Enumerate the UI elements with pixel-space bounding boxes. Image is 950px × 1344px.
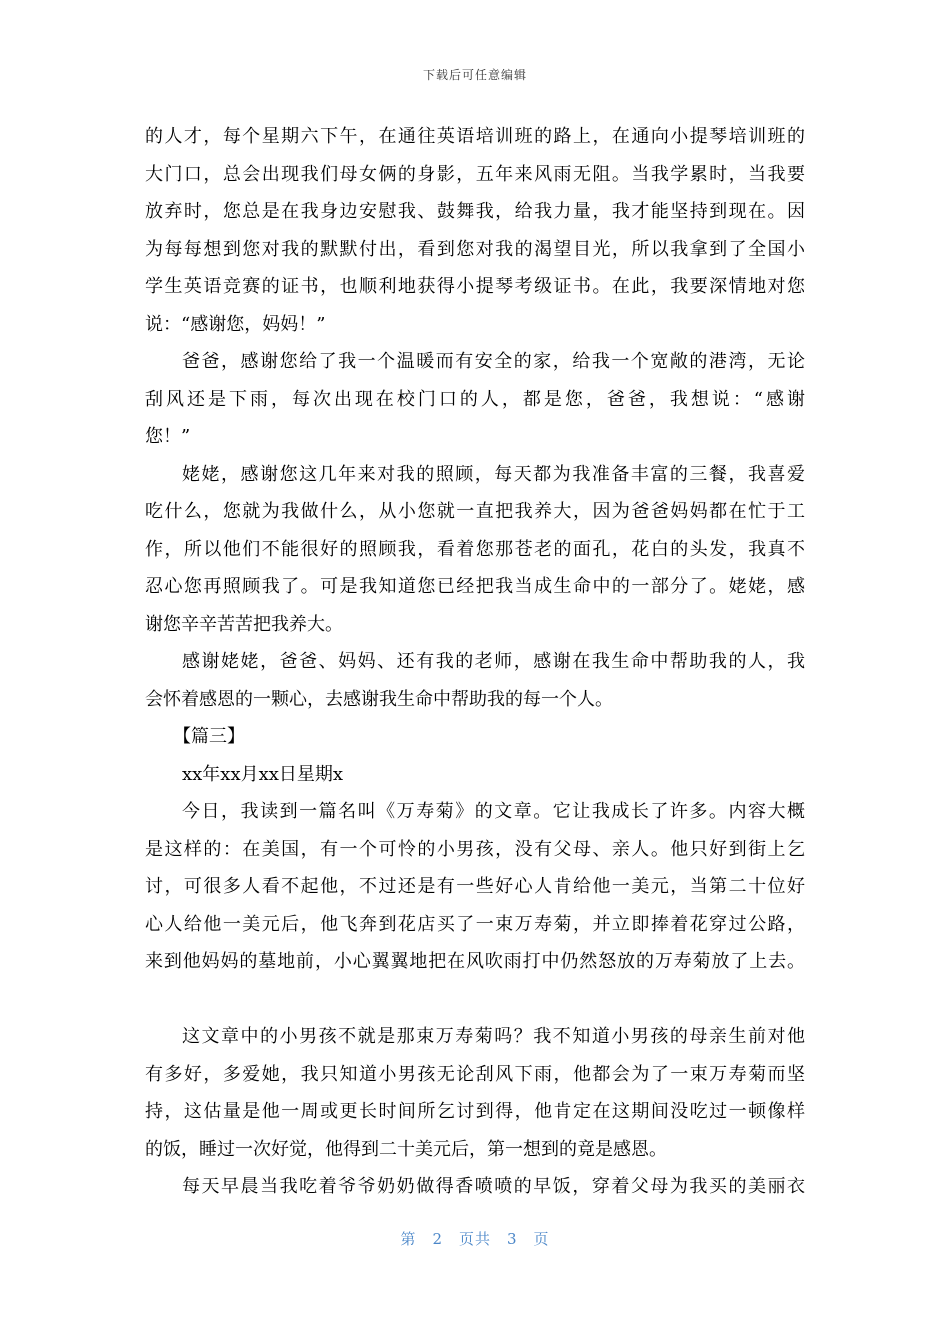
footer-prefix: 第 [400,1230,417,1248]
total-page-number: 3 [507,1230,518,1248]
text-line: 有多好，多爱她，我只知道小男孩无论刮风下雨，他都会为了一束万寿菊而坚 [145,1063,805,1085]
paragraph-start: 今日，我读到一篇名叫《万寿菊》的文章。它让我成长了许多。内容大概 [182,801,805,822]
footer-mid: 页共 [458,1230,491,1248]
blank-line [145,981,805,1019]
text-line: 讨，可很多人看不起他，不过还是有一些好心人肯给他一美元，当第二十位好 [145,876,805,897]
text-line: 刮风还是下雨，每次出现在校门口的人，都是您，爸爸，我想说：“感谢 [145,388,805,410]
paragraph-start: 这文章中的小男孩不就是那束万寿菊吗？我不知道小男孩的母亲生前对他 [182,1026,805,1047]
page-header: 下载后可任意编辑 [422,68,527,82]
text-line: 您！” [145,426,191,447]
text-line: 大门口，总会出现我们母女俩的身影，五年来风雨无阻。当我学累时，当我要 [145,163,805,185]
text-line: 为每每想到您对我的默默付出，看到您对我的渴望目光，所以我拿到了全国小 [145,238,805,260]
paragraph-start: 每天早晨当我吃着爷爷奶奶做得香喷喷的早饭，穿着父母为我买的美丽衣 [182,1176,805,1197]
text-line: 的人才，每个星期六下午，在通往英语培训班的路上，在通向小提琴培训班的 [145,126,805,147]
section-heading: 【篇三】 [173,726,245,747]
text-line: 说：“感谢您，妈妈！” [145,313,326,335]
paragraph-start: 姥姥，感谢您这几年来对我的照顾，每天都为我准备丰富的三餐，我喜爱 [182,463,805,485]
text-line: 谢您辛辛苦苦把我养大。 [145,613,343,635]
text-line: 的饭，睡过一次好觉，他得到二十美元后，第一想到的竟是感恩。 [145,1138,667,1160]
paragraph-start: 感谢姥姥，爸爸、妈妈、还有我的老师，感谢在我生命中帮助我的人，我 [182,651,805,672]
text-line: 来到他妈妈的墓地前，小心翼翼地把在风吹雨打中仍然怒放的万寿菊放了上去。 [145,951,805,972]
text-line: 忍心您再照顾我了。可是我知道您已经把我当成生命中的一部分了。姥姥，感 [145,576,805,597]
document-body [145,118,805,1206]
current-page-number: 2 [432,1230,443,1248]
footer-suffix: 页 [533,1230,550,1248]
text-line: 放弃时，您总是在我身边安慰我、鼓舞我，给我力量，我才能坚持到现在。因 [145,201,805,222]
text-line: 吃什么，您就为我做什么，从小您就一直把我养大，因为爸爸妈妈都在忙于工 [145,501,805,522]
paragraph-start: 爸爸，感谢您给了我一个温暖而有安全的家，给我一个宽敞的港湾，无论 [182,351,805,372]
text-line: 会怀着感恩的一颗心，去感谢我生命中帮助我的每一个人。 [145,688,613,710]
page-footer [0,1228,950,1249]
text-line: 是这样的：在美国，有一个可怜的小男孩，没有父母、亲人。他只好到街上乞 [145,838,805,860]
date-line: xx年xx月xx日星期x [182,763,344,785]
text-line: 持，这估量是他一周或更长时间所乞讨到得，他肯定在这期间没吃过一顿像样 [145,1101,805,1122]
text-line: 心人给他一美元后，他飞奔到花店买了一束万寿菊，并立即捧着花穿过公路， [145,913,805,935]
text-line: 学生英语竞赛的证书，也顺利地获得小提琴考级证书。在此，我要深情地对您 [145,276,805,297]
text-line: 作，所以他们不能很好的照顾我，看着您那苍老的面孔，花白的头发，我真不 [145,538,805,560]
